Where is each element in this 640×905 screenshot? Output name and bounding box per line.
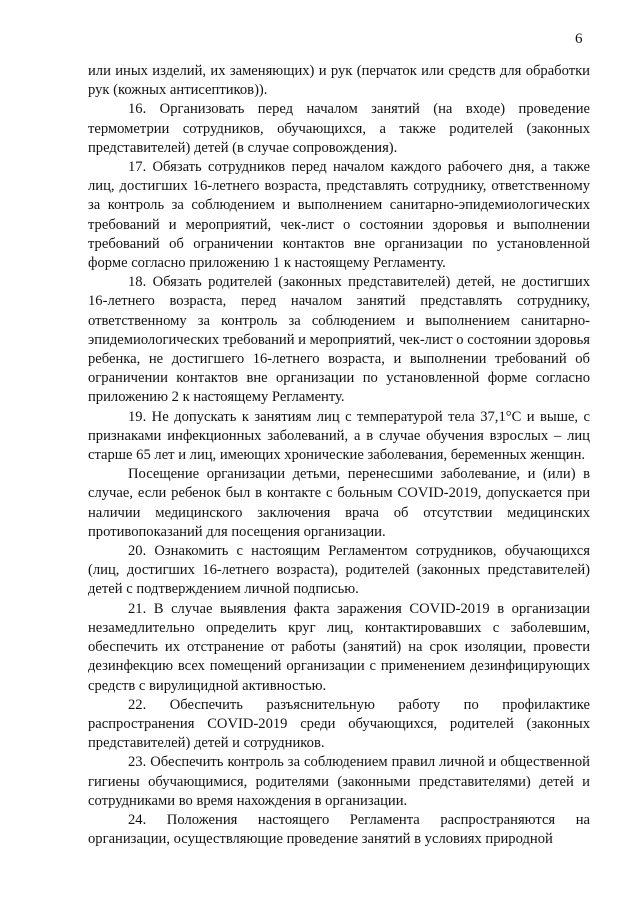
paragraph-item-19-note: Посещение организации детьми, перенесшими заболевание, и (или) в случае, если ребенок был в контакте с больным COVID-2019, допускается при наличии медицинского заключения врача об отсутствии медицинских противопоказаний для посещения организации. bbox=[88, 466, 590, 540]
paragraph-item-16: 16. Организовать перед началом занятий (на входе) проведение термометрии сотрудников, обучающихся, а также родителей (законных представителей) детей (в случае сопровождения). bbox=[88, 101, 590, 156]
paragraph-continuation: или иных изделий, их заменяющих) и рук (перчаток или средств для обработки рук (кожных антисептиков)). bbox=[88, 63, 590, 99]
paragraph-item-24: 24. Положения настоящего Регламента распространяются на организации, осуществляющие проведение занятий в условиях природной bbox=[88, 811, 590, 848]
paragraph-item-17: 17. Обязать сотрудников перед началом каждого рабочего дня, а также лиц, достигших 16-летнего возраста, представлять сотруднику, ответственному за контроль за соблюдением и выполнением санитарно-эпидемиологических требований и мероприятий, чек-лист о состоянии здоровья и выполнении требований об ограничении контактов вне организации по установленной форме согласно приложению 1 к настоящему Регламенту. bbox=[88, 159, 590, 272]
paragraph-item-19: 19. Не допускать к занятиям лиц с температурой тела 37,1°С и выше, с признаками инфекционных заболеваний, а в случае обучения взрослых – лиц старше 65 лет и лиц, имеющих хронические заболевания, беременных женщин. bbox=[88, 408, 590, 464]
paragraph-item-21: 21. В случае выявления факта заражения COVID-2019 в организации незамедлительно определить круг лиц, контактировавших с заболевшим, обеспечить их отстранение от работы (занятий) на срок изоляции, провести дезинфекцию всех помещений организации с применением дезинфицирующих средств с вирулицидной активностью. bbox=[88, 600, 590, 694]
document-body bbox=[88, 62, 590, 849]
page-number: 6 bbox=[575, 31, 583, 47]
paragraph-item-22: 22. Обеспечить разъяснительную работу по профилактике распространения COVID-2019 среди обучающихся, родителей (законных представителей) детей и сотрудников. bbox=[88, 696, 590, 752]
paragraph-item-20: 20. Ознакомить с настоящим Регламентом сотрудников, обучающихся (лиц, достигших 16-летнего возраста), родителей (законных представителей) детей с подтверждением личной подписью. bbox=[88, 543, 590, 598]
paragraph-item-18: 18. Обязать родителей (законных представителей) детей, не достигших 16-летнего возраста, перед началом занятий представлять сотруднику, ответственному за контроль за соблюдением и выполнением санитарно-эпидемиологических требований и мероприятий, чек-лист о состоянии здоровья ребенка, не достигшего 16-летнего возраста, и выполнении требований об ограничении контактов вне организации по установленной форме согласно приложению 2 к настоящему Регламенту. bbox=[88, 274, 590, 406]
paragraph-item-23: 23. Обеспечить контроль за соблюдением правил личной и общественной гигиены обучающимися, родителями (законными представителями) детей и сотрудниками во время нахождения в организации. bbox=[88, 754, 590, 809]
